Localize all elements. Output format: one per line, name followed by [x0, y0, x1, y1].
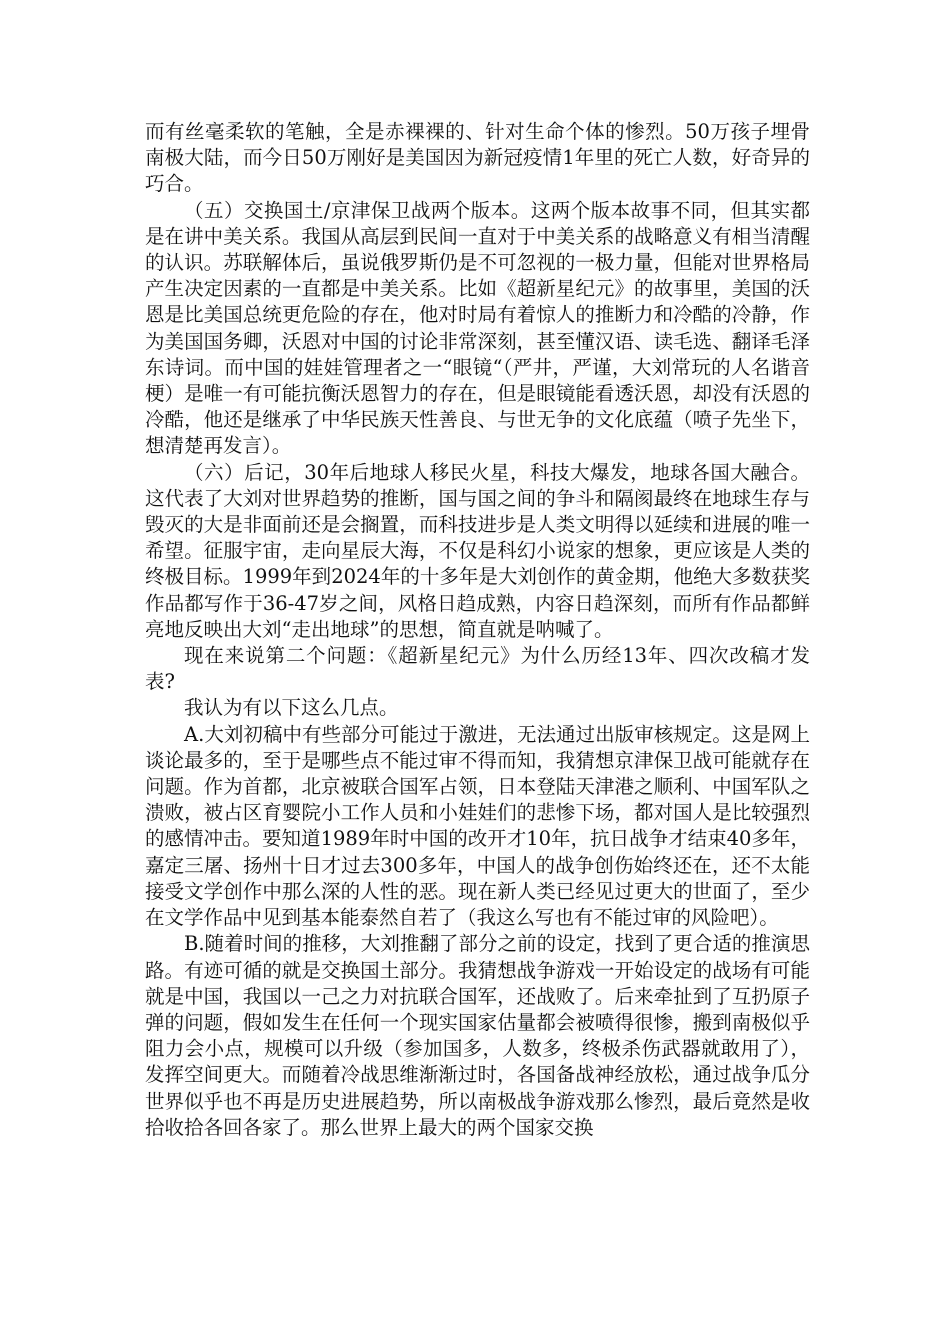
paragraph-continued: 而有丝毫柔软的笔触，全是赤裸裸的、针对生命个体的惨烈。50万孩子埋骨南极大陆，而今日50万刚好是美国因为新冠疫情1年里的死亡人数，好奇异的巧合。 — [145, 120, 810, 196]
paragraph-intro-points: 我认为有以下这么几点。 — [184, 696, 399, 720]
paragraph-second-question: 现在来说第二个问题：《超新星纪元》为什么历经13年、四次改稿才发表? — [145, 644, 810, 694]
paragraph-point-a: A.大刘初稿中有些部分可能过于激进，无法通过出版审核规定。这是网上谈论最多的，至于是哪些点不能过审不得而知，我猜想京津保卫战可能就存在问题。作为首都，北京被联合国军占领，日本登陆天津港之顺利、中国军队之溃败，被占区育婴院小工作人员和小娃娃们的悲惨下场，都对国人是比较强烈的感情冲击。要知道1989年时中国的改开才10年，抗日战争才结束40多年，嘉定三屠、扬州十日才过去300多年，中国人的战争创伤始终还在，还不太能接受文学创作中那么深的人性的恶。现在新人类已经见过更大的世面了，至少在文学作品中见到基本能泰然自若了（我这么写也有不能过审的风险吧）。 — [145, 722, 810, 930]
paragraph-section-6: （六）后记，30年后地球人移民火星，科技大爆发，地球各国大融合。这代表了大刘对世界趋势的推断，国与国之间的争斗和隔阂最终在地球生存与毁灭的大是非面前还是会搁置，而科技进步是人类文明得以延续和进展的唯一希望。征服宇宙，走向星辰大海，不仅是科幻小说家的想象，更应该是人类的终极目标。1999年到2024年的十多年是大刘创作的黄金期，他绝大多数获奖作品都写作于36-47岁之间，风格日趋成熟，内容日趋深刻，而所有作品都鲜亮地反映出大刘“走出地球”的思想，简直就是呐喊了。 — [145, 460, 810, 641]
paragraph-section-5: （五）交换国土/京津保卫战两个版本。这两个版本故事不同，但其实都是在讲中美关系。我国从高层到民间一直对于中美关系的战略意义有相当清醒的认识。苏联解体后，虽说俄罗斯仍是不可忽视的一极力量，但能对世界格局产生决定因素的一直都是中美关系。比如《超新星纪元》的故事里，美国的沃恩是比美国总统更危险的存在，他对时局有着惊人的推断力和冷酷的冷静，作为美国国务卿，沃恩对中国的讨论非常深刻，甚至懂汉语、读毛选、翻译毛泽东诗词。而中国的娃娃管理者之一“眼镜“（严井，严谨，大刘常玩的人名谐音梗）是唯一有可能抗衡沃恩智力的存在，但是眼镜能看透沃恩，却没有沃恩的冷酷，他还是继承了中华民族天性善良、与世无争的文化底蕴（喷子先坐下，想清楚再发言）。 — [145, 198, 810, 458]
document-body — [145, 119, 810, 1141]
paragraph-point-b: B.随着时间的推移，大刘推翻了部分之前的设定，找到了更合适的推演思路。有迹可循的就是交换国土部分。我猜想战争游戏一开始设定的战场有可能就是中国，我国以一己之力对抗联合国军，还战败了。后来牵扯到了互扔原子弹的问题，假如发生在任何一个现实国家估量都会被喷得很惨，搬到南极似乎阻力会小点，规模可以升级（参加国多，人数多，终极杀伤武器就敢用了），发挥空间更大。而随着冷战思维渐渐过时，各国备战神经放松，通过战争瓜分世界似乎也不再是历史进展趋势，所以南极战争游戏那么惨烈，最后竟然是收拾收拾各回各家了。那么世界上最大的两个国家交换 — [145, 932, 810, 1139]
